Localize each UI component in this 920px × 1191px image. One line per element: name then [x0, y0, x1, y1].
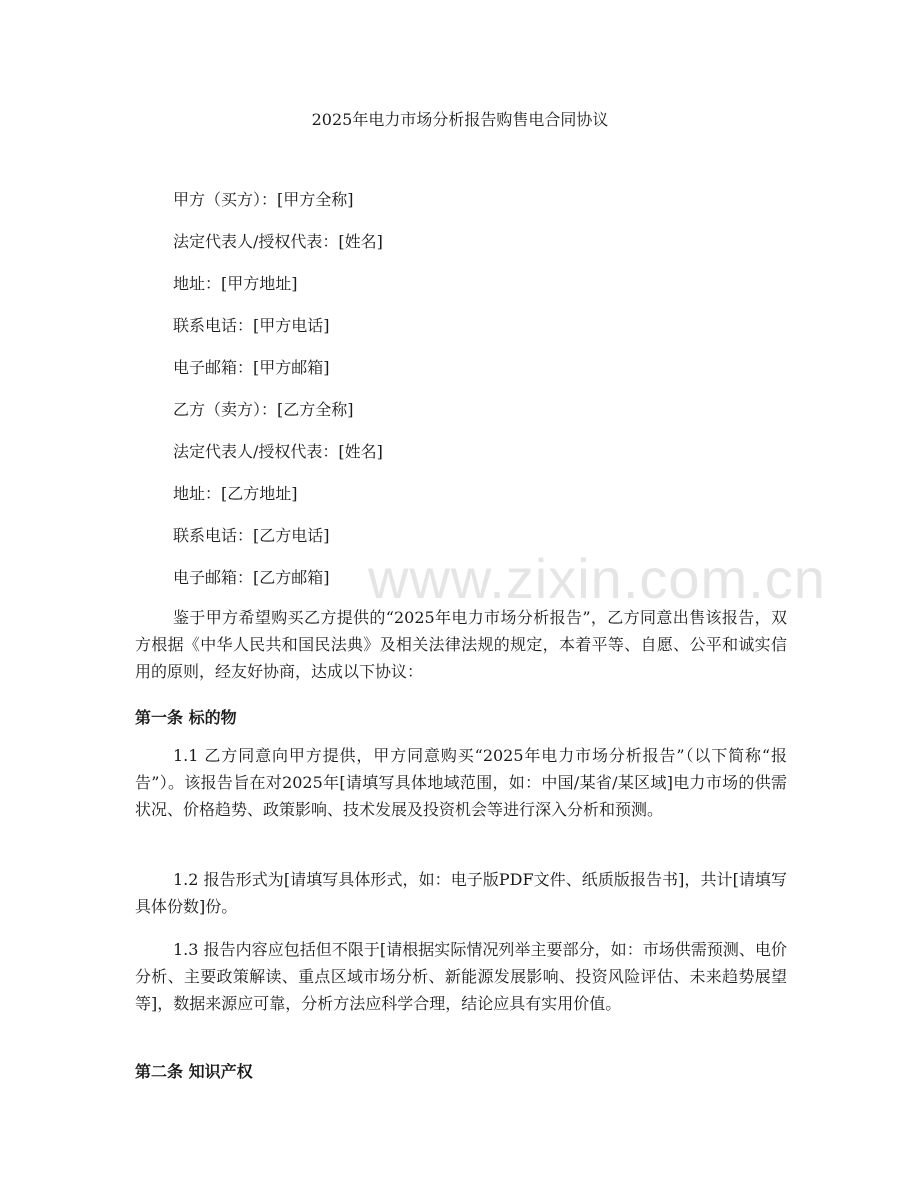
party-a-name: 甲方（买方）：[甲方全称]	[173, 190, 354, 209]
party-a-address: 地址：[甲方地址]	[173, 274, 298, 293]
party-a-representative: 法定代表人/授权代表：[姓名]	[173, 232, 383, 251]
watermark: www.zixin.com.cn	[368, 547, 826, 610]
party-a-phone: 联系电话：[甲方电话]	[173, 316, 330, 335]
party-b-address: 地址：[乙方地址]	[173, 484, 298, 503]
party-b-email: 电子邮箱：[乙方邮箱]	[173, 568, 330, 587]
clause-1-3: 1.3 报告内容应包括但不限于[请根据实际情况列举主要部分，如：市场供需预测、电价分析、主要政策解读、重点区域市场分析、新能源发展影响、投资风险评估、未来趋势展望等]，数据来源应可靠，分析方法应科学合理，结论应具有实用价值。	[135, 940, 787, 1013]
party-b-phone: 联系电话：[乙方电话]	[173, 526, 330, 545]
party-b-representative: 法定代表人/授权代表：[姓名]	[173, 442, 383, 461]
party-b-name: 乙方（卖方）：[乙方全称]	[173, 400, 354, 419]
clause-1-2: 1.2 报告形式为[请填写具体形式，如：电子版PDF文件、纸质版报告书]，共计[请填写具体份数]份。	[135, 870, 787, 916]
party-a-email: 电子邮箱：[甲方邮箱]	[173, 358, 330, 377]
clause-1-1: 1.1 乙方同意向甲方提供，甲方同意购买“2025年电力市场分析报告”（以下简称“报告”）。该报告旨在对2025年[请填写具体地域范围，如：中国/某省/某区域]电力市场的供需状况、价格趋势、政策影响、技术发展及投资机会等进行深入分析和预测。	[135, 746, 787, 819]
document-title: 2025年电力市场分析报告购售电合同协议	[311, 110, 609, 129]
article-1-heading: 第一条 标的物	[135, 708, 237, 727]
preamble-paragraph: 鉴于甲方希望购买乙方提供的“2025年电力市场分析报告”，乙方同意出售该报告，双方根据《中华人民共和国民法典》及相关法律法规的规定，本着平等、自愿、公平和诚实信用的原则，经友好协商，达成以下协议：	[135, 608, 787, 681]
article-2-heading: 第二条 知识产权	[135, 1062, 253, 1081]
